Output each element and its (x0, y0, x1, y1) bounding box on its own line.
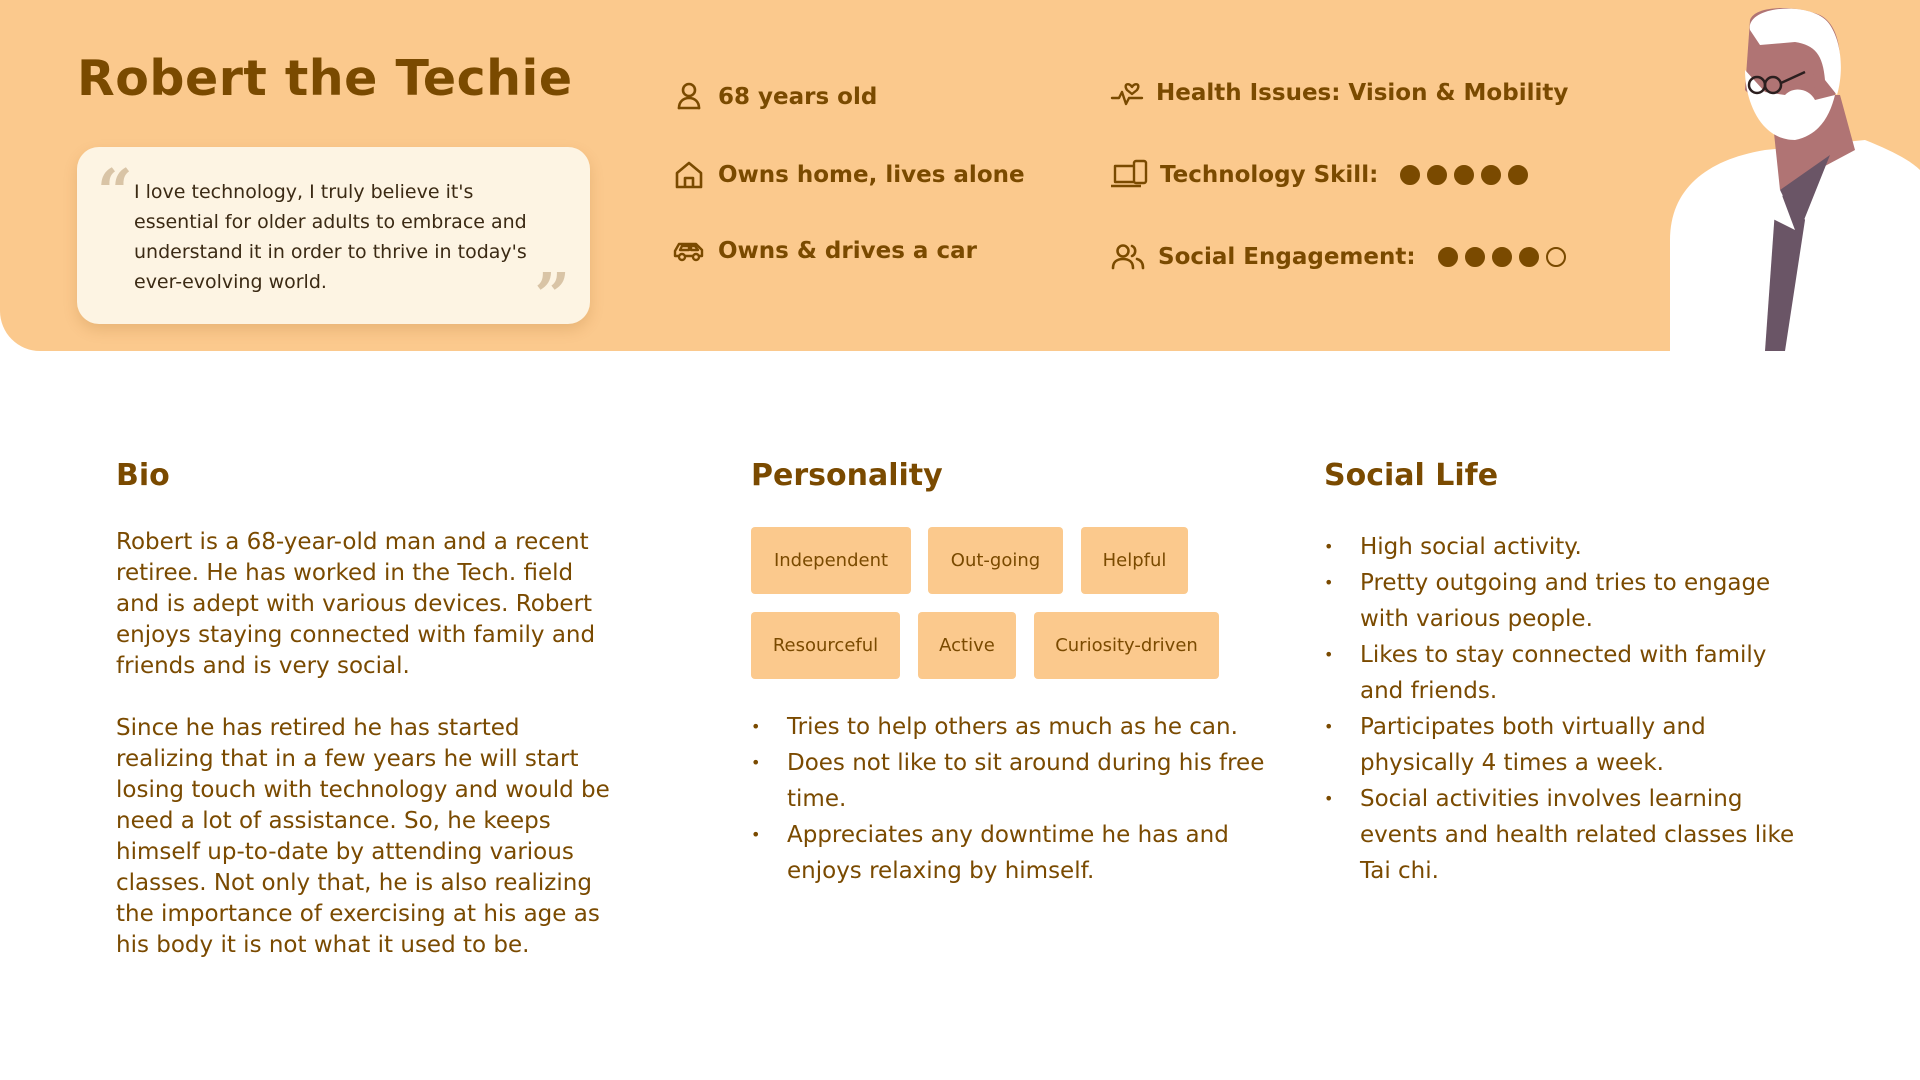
tech-skill-rating (1400, 165, 1528, 185)
rating-dot-filled (1454, 165, 1474, 185)
list-item: • Appreciates any downtime he has and enjoys relaxing by himself. (751, 817, 1271, 889)
bio-paragraph-2: Since he has retired he has started realizing that in a few years he will start losing touch with technology and would be need a lot of assistance. So, he keeps himself up-to-date by attending various classes. Not only that, he is also realizing the importance of exercising at his age as his body it is not what it used to be. (116, 715, 610, 958)
social-life-bullets (1324, 529, 1804, 889)
person-icon (672, 80, 706, 114)
social-engagement-label: Social Engagement: (1158, 244, 1416, 270)
fact-health-text: Health Issues: Vision & Mobility (1156, 80, 1569, 106)
rating-dot-filled (1492, 247, 1512, 267)
users-icon (1110, 240, 1146, 274)
rating-dot-filled (1427, 165, 1447, 185)
quote-text: I love technology, I truly believe it's essential for older adults to embrace and understand it in order to thrive in today's ever-evolving world. (134, 181, 527, 293)
personality-title: Personality (751, 458, 943, 493)
house-icon (672, 158, 706, 192)
rating-dot-filled (1519, 247, 1539, 267)
personality-tag: Resourceful (751, 612, 900, 679)
open-quote-icon: “ (97, 155, 133, 228)
list-item: • Likes to stay connected with family and friends. (1324, 637, 1804, 709)
persona-header (0, 0, 1920, 351)
personality-bullets (751, 709, 1271, 889)
bio-title: Bio (116, 458, 170, 493)
fact-home-text: Owns home, lives alone (718, 162, 1025, 188)
fact-social (1110, 240, 1566, 274)
personality-tag: Helpful (1081, 527, 1188, 594)
rating-dot-empty (1546, 247, 1566, 267)
personality-tag: Out-going (928, 527, 1063, 594)
tech-skill-label: Technology Skill: (1160, 162, 1379, 188)
fact-home (672, 158, 1025, 192)
heart-pulse-icon (1110, 76, 1144, 110)
close-quote-icon: ” (534, 259, 570, 332)
rating-dot-filled (1481, 165, 1501, 185)
fact-tech (1110, 158, 1528, 192)
social-life-title: Social Life (1324, 458, 1499, 493)
list-item: • Participates both virtually and physically 4 times a week. (1324, 709, 1804, 781)
rating-dot-filled (1400, 165, 1420, 185)
list-item: • Tries to help others as much as he can. (751, 709, 1271, 745)
list-item: • Social activities involves learning events and health related classes like Tai chi. (1324, 781, 1804, 889)
car-icon (672, 234, 706, 268)
personality-tag: Active (918, 612, 1016, 679)
personality-tag: Curiosity-driven (1034, 612, 1219, 679)
social-engagement-rating (1438, 247, 1566, 267)
list-item: • Pretty outgoing and tries to engage with various people. (1324, 565, 1804, 637)
fact-car (672, 234, 977, 268)
persona-avatar (1665, 0, 1920, 351)
fact-age-text: 68 years old (718, 84, 878, 110)
bio-paragraph-1: Robert is a 68-year-old man and a recent retiree. He has worked in the Tech. field and is adept with various devices. Robert enjoys staying connected with family and friends and is very social. (116, 529, 596, 679)
rating-dot-filled (1438, 247, 1458, 267)
rating-dot-filled (1508, 165, 1528, 185)
fact-car-text: Owns & drives a car (718, 238, 977, 264)
list-item: • High social activity. (1324, 529, 1804, 565)
devices-icon (1110, 158, 1148, 192)
personality-tag: Independent (751, 527, 911, 594)
fact-age (672, 80, 877, 114)
list-item: • Does not like to sit around during his free time. (751, 745, 1271, 817)
fact-health (1110, 76, 1568, 110)
rating-dot-filled (1465, 247, 1485, 267)
persona-name: Robert the Techie (77, 50, 573, 107)
quote-card (77, 147, 590, 332)
